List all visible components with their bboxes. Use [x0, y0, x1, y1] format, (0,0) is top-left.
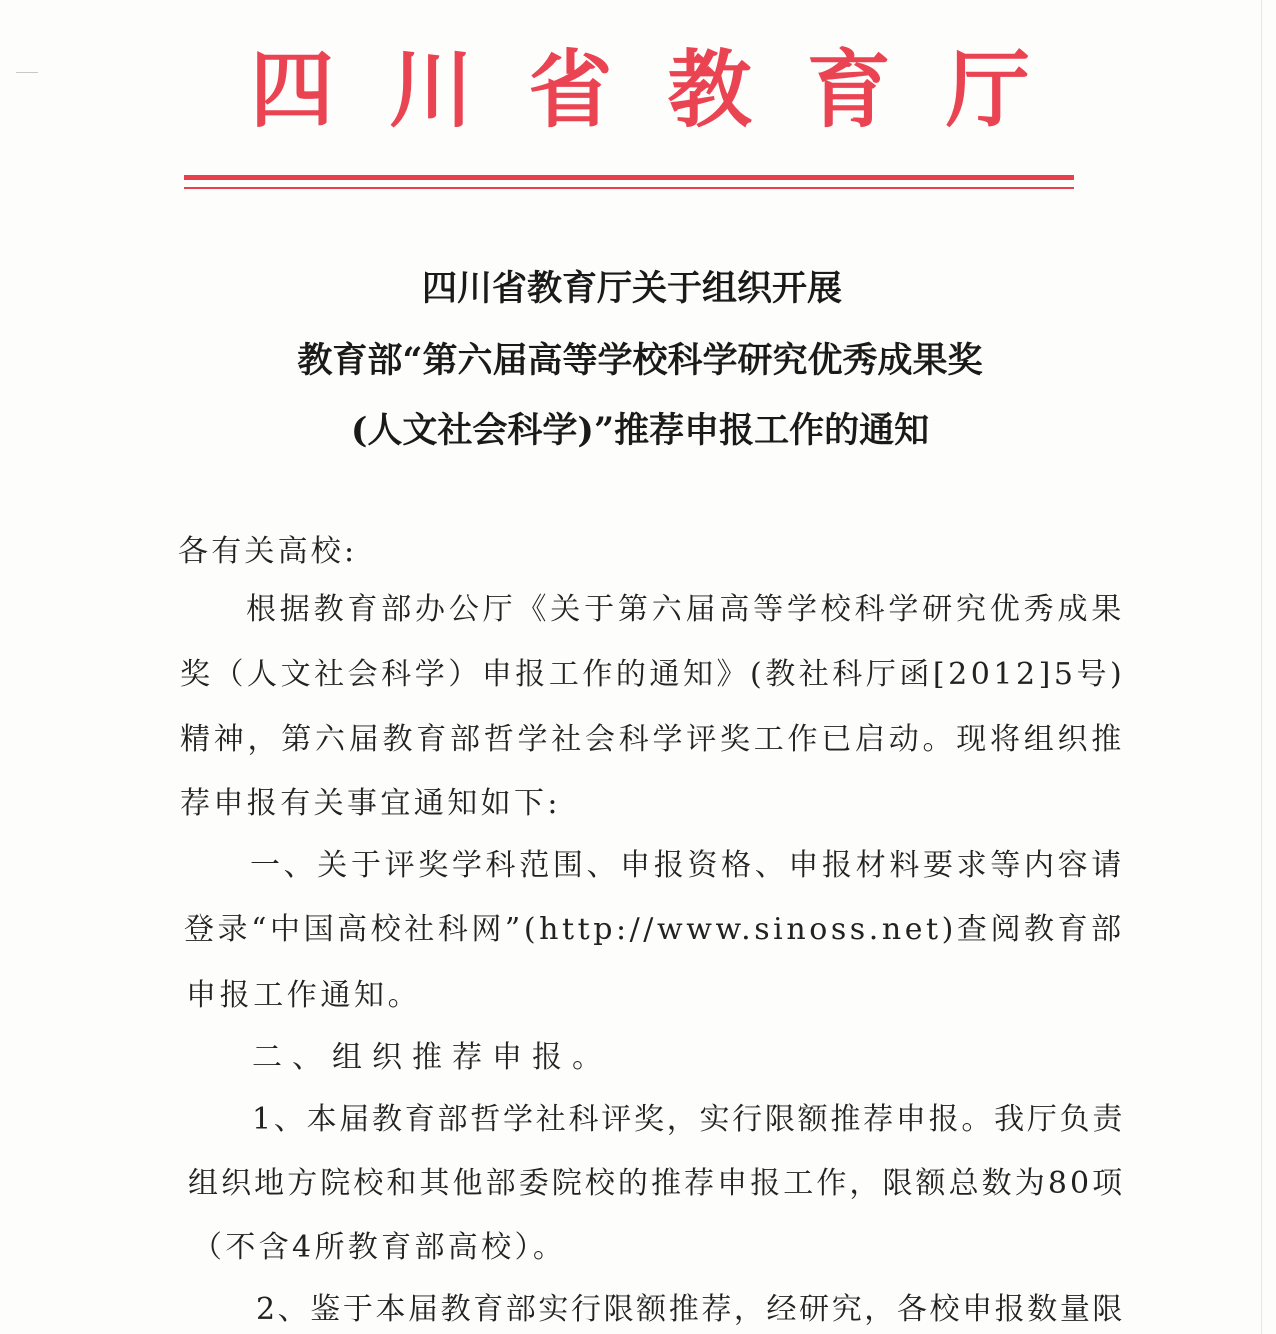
letterhead-char: 育	[806, 41, 891, 139]
letterhead-rule-thin	[184, 187, 1074, 189]
paragraph-1-line-2: 奖（人文社会科学）申报工作的通知》(教社科厅函[2012]5号)	[180, 657, 1126, 692]
letterhead-char: 教	[667, 41, 752, 139]
letterhead-char: 省	[528, 41, 613, 139]
letterhead-char: 厅	[945, 41, 1030, 139]
paragraph-2-line-2: 登录“中国高校社科网”(http://www.sinoss.net)查阅教育部	[184, 912, 1125, 947]
paragraph-1-line-1: 根据教育部办公厅《关于第六届高等学校科学研究优秀成果	[246, 592, 1126, 627]
paragraph-4-line-3: （不含4所教育部高校）。	[192, 1230, 567, 1265]
paragraph-1-line-3: 精神，第六届教育部哲学社会科学评奖工作已启动。现将组织推	[180, 722, 1125, 757]
paragraph-2-line-1: 一、关于评奖学科范围、申报资格、申报材料要求等内容请	[250, 848, 1125, 883]
paragraph-5-line-1: 2、鉴于本届教育部实行限额推荐，经研究，各校申报数量限	[256, 1292, 1126, 1327]
letterhead-char: 四	[250, 41, 335, 139]
letterhead	[250, 40, 1030, 140]
paragraph-2-line-3: 申报工作通知。	[186, 978, 422, 1013]
letterhead-rule-thick	[184, 175, 1074, 180]
salutation: 各有关高校:	[178, 534, 358, 569]
paragraph-4-line-1: 1、本届教育部哲学社科评奖，实行限额推荐申报。我厅负责	[252, 1102, 1126, 1137]
paragraph-4-line-2: 组织地方院校和其他部委院校的推荐申报工作，限额总数为80项	[188, 1166, 1126, 1201]
title-line-3: (人文社会科学)”推荐申报工作的通知	[350, 410, 930, 451]
letterhead-char: 川	[389, 41, 474, 139]
title-line-1: 四川省教育厅关于组织开展	[421, 268, 842, 309]
title-line-2: 教育部“第六届高等学校科学研究优秀成果奖	[297, 340, 983, 381]
paragraph-3-line-1: 二、组织推荐申报。	[252, 1040, 612, 1075]
scan-corner-mark	[16, 72, 38, 73]
paragraph-1-line-4: 荐申报有关事宜通知如下:	[180, 786, 561, 821]
scan-edge-line	[1261, 0, 1262, 1334]
